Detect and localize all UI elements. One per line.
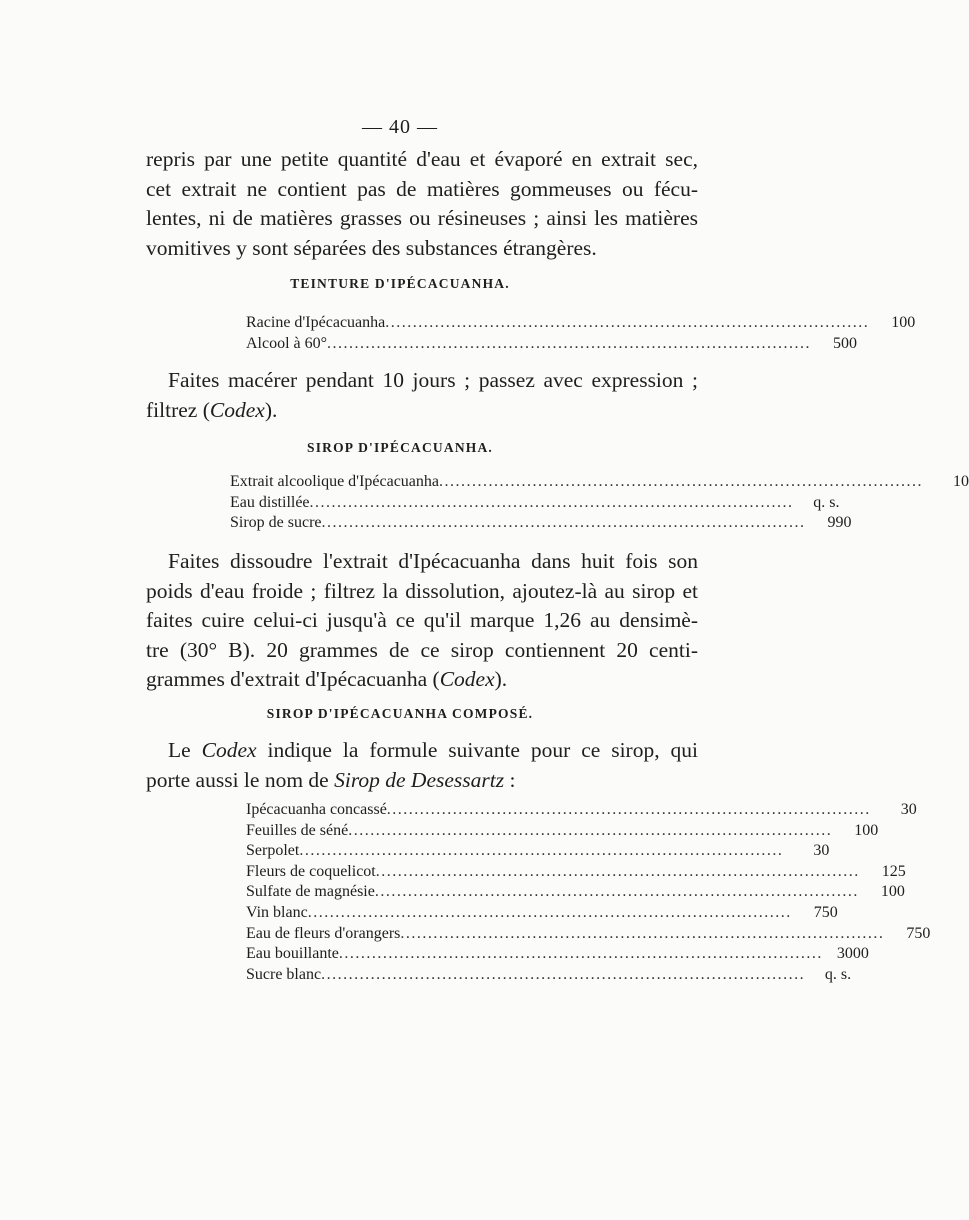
text-line: Faites macérer pendant 10 jours ; passez avec expression ;: [168, 368, 698, 392]
ingredient-name: Eau de fleurs d'orangers: [246, 924, 401, 942]
recipe-row: [246, 334, 858, 355]
sirop-instructions: [146, 547, 698, 695]
text-line: [146, 396, 698, 426]
recipe-row: [246, 313, 916, 334]
teinture-recipe: [246, 313, 916, 354]
text-line: Faites dissoudre l'extrait d'Ipécacuanha dans huit fois son: [168, 549, 698, 573]
ingredient-name: Sirop de sucre: [230, 514, 322, 531]
text-line: [146, 665, 698, 695]
recipe-row: [246, 862, 906, 883]
recipe-row: [230, 493, 840, 514]
text-fragment: ).: [494, 667, 508, 691]
leader-dots: ........................................................................................: [386, 801, 871, 818]
ingredient-name: Sucre blanc: [246, 965, 322, 983]
ingredient-name: Feuilles de séné: [246, 821, 349, 839]
text-line: [146, 766, 698, 796]
sirop-compose-recipe: [246, 800, 931, 985]
ingredient-qty: 100: [854, 821, 879, 839]
text-line: [146, 736, 698, 766]
intro-paragraph: [146, 145, 698, 263]
leader-dots: ........................................................................................: [439, 473, 923, 490]
ingredient-name: Eau distillée: [230, 493, 310, 511]
sirop-compose-intro: [146, 736, 698, 795]
ingredient-name: Sulfate de magnésie: [246, 883, 375, 901]
ingredient-qty: 125: [881, 862, 906, 880]
ingredient-qty: 750: [906, 924, 931, 942]
ingredient-qty: 30: [900, 801, 917, 818]
text-fragment: Le: [168, 738, 202, 762]
ingredient-qty: 100: [880, 883, 905, 901]
ingredient-qty: q. s.: [813, 493, 840, 511]
recipe-row: [246, 882, 905, 903]
source-codex: Codex: [209, 397, 265, 422]
text-line: faites cuire celui-ci jusqu'à ce qu'il marque 1,26 au densimè-: [146, 608, 698, 632]
recipe-row: [246, 821, 879, 842]
text-fragment: :: [504, 767, 516, 792]
leader-dots: ........................................................................................: [309, 493, 794, 511]
ingredient-name: Alcool à 60°: [246, 334, 328, 352]
recipe-row: [246, 903, 838, 924]
sirop-heading: SIROP D'IPÉCACUANHA.: [306, 440, 493, 455]
text-line: cet extrait ne contient pas de matières gommeuses ou fécu-: [146, 176, 698, 201]
teinture-heading: TEINTURE D'IPÉCACUANHA.: [290, 276, 510, 291]
recipe-row: [246, 800, 917, 821]
ingredient-name: Vin blanc: [246, 903, 308, 921]
ingredient-name: Serpolet: [246, 842, 300, 860]
leader-dots: ........................................................................................: [374, 883, 859, 901]
page-number: — 40 —: [362, 116, 438, 138]
leader-dots: ........................................................................................: [348, 821, 833, 839]
recipe-row: [230, 472, 969, 493]
recipe-row: [246, 944, 869, 965]
text-line: lentes, ni de matières grasses ou résineuses ; ainsi les matières: [146, 206, 698, 230]
text-line: vomitives y sont séparées des substances étrangères.: [146, 235, 597, 260]
leader-dots: ........................................................................................: [321, 514, 806, 531]
recipe-row: [246, 841, 830, 862]
ingredient-qty: 500: [833, 334, 858, 352]
text-fragment: porte aussi le nom de: [146, 767, 335, 792]
leader-dots: ........................................................................................: [327, 334, 812, 352]
ingredient-name: Eau bouillante: [246, 945, 339, 963]
text-fragment: indique la formule suivante pour ce sirop, qui: [256, 738, 698, 762]
syrup-name: Sirop de Desessartz: [334, 767, 505, 792]
ingredient-qty: 100: [891, 314, 916, 331]
ingredient-name: Fleurs de coquelicot: [246, 862, 376, 880]
leader-dots: ........................................................................................: [321, 965, 806, 983]
ingredient-name: Extrait alcoolique d'Ipécacuanha: [230, 473, 439, 490]
sirop-compose-heading: SIROP D'IPÉCACUANHA COMPOSÉ.: [266, 706, 534, 721]
leader-dots: ........................................................................................: [375, 862, 860, 880]
text-fragment: ).: [264, 397, 278, 422]
ingredient-qty: 10: [953, 473, 969, 490]
text-line: tre (30° B). 20 grammes de ce sirop contiennent 20 centi-: [146, 637, 698, 662]
ingredient-qty: 30: [813, 842, 830, 860]
leader-dots: ........................................................................................: [400, 924, 885, 942]
teinture-instructions: [146, 366, 698, 425]
ingredient-qty: 990: [827, 514, 852, 531]
text-fragment: filtrez (: [146, 397, 210, 422]
ingredient-qty: q. s.: [824, 965, 852, 983]
ingredient-name: Racine d'Ipécacuanha: [246, 314, 386, 331]
text-fragment: grammes d'extrait d'Ipécacuanha (: [146, 667, 440, 691]
source-codex: Codex: [439, 667, 495, 691]
ingredient-qty: 3000: [836, 945, 869, 963]
sirop-recipe: [230, 472, 969, 534]
recipe-row: [246, 965, 852, 986]
leader-dots: ........................................................................................: [307, 903, 792, 921]
leader-dots: ........................................................................................: [338, 945, 823, 963]
recipe-row: [230, 513, 852, 534]
ingredient-qty: 750: [813, 903, 838, 921]
text-line: poids d'eau froide ; filtrez la dissolution, ajoutez-là au sirop et: [146, 578, 698, 603]
text-line: repris par une petite quantité d'eau et évaporé en extrait sec,: [146, 147, 698, 171]
leader-dots: ........................................................................................: [299, 842, 784, 860]
source-codex: Codex: [201, 738, 257, 762]
ingredient-name: Ipécacuanha concassé: [246, 801, 387, 818]
leader-dots: ........................................................................................: [385, 314, 870, 331]
recipe-row: [246, 924, 931, 945]
